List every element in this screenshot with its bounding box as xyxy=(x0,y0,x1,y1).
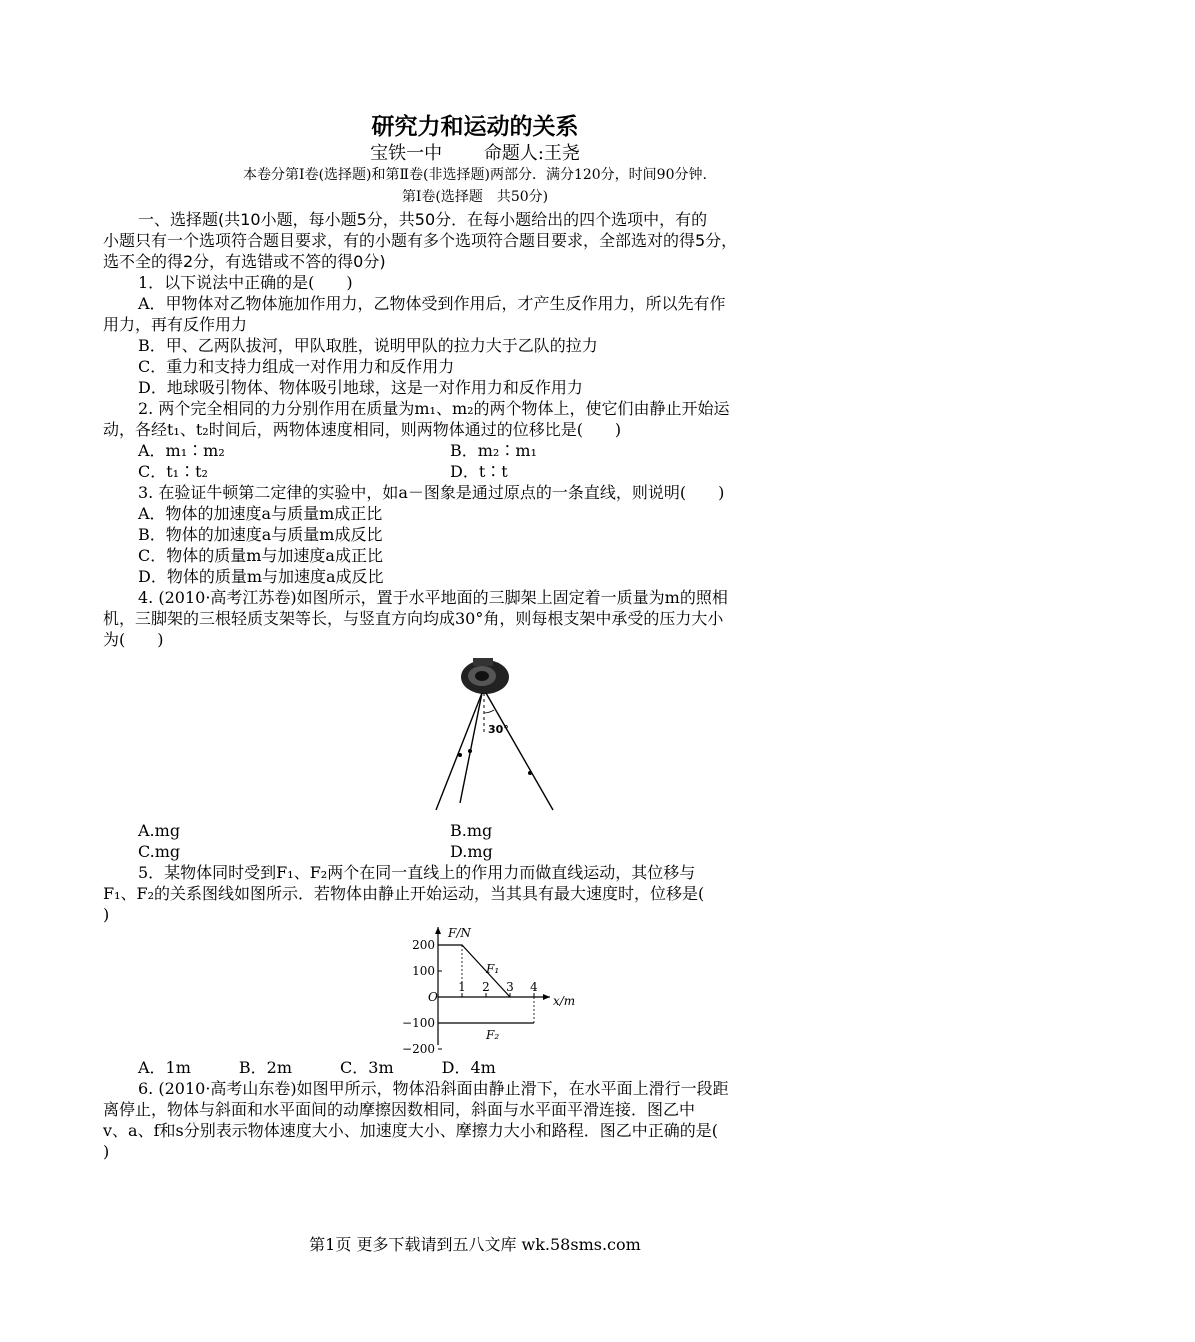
q5-stem-line1: 5．某物体同时受到F₁、F₂两个在同一直线上的作用力而做直线运动，其位移与 xyxy=(138,863,696,882)
section1-line2: 小题只有一个选项符合题目要求，有的小题有多个选项符合题目要求，全部选对的得5分， xyxy=(103,231,738,250)
q2-option-a: A．m₁∶m₂ xyxy=(138,441,225,460)
q3-option-b: B．物体的加速度a与质量m成反比 xyxy=(138,525,383,544)
force-displacement-chart xyxy=(402,925,576,1056)
q1-option-b: B．甲、乙两队拔河，甲队取胜，说明甲队的拉力大于乙队的拉力 xyxy=(138,336,598,355)
q6-stem-line2: 离停止，物体与斜面和水平面间的动摩擦因数相同，斜面与水平面平滑连接．图乙中 xyxy=(103,1100,696,1119)
q5-stem-line2: F₁、F₂的关系图线如图所示．若物体由静止开始运动，当其具有最大速度时，位移是( xyxy=(103,884,705,903)
series-line-1 xyxy=(438,945,510,997)
q4-option-c: C.mg xyxy=(138,842,181,861)
q3-option-d: D．物体的质量m与加速度a成反比 xyxy=(138,567,384,586)
q5-options: A．1m B．2m C．3m D．4m xyxy=(138,1058,496,1077)
x-axis-arrow xyxy=(543,994,550,1000)
page-footer: 第1页 更多下载请到五八文库 wk.58sms.com xyxy=(309,1235,641,1254)
q2-option-b: B．m₂∶m₁ xyxy=(450,441,537,460)
q3-option-a: A．物体的加速度a与质量m成正比 xyxy=(138,504,383,523)
q4-option-b: B.mg xyxy=(450,821,493,840)
q3-stem: 3. 在验证牛顿第二定律的实验中，如a－图象是通过原点的一条直线，则说明( ) xyxy=(138,483,725,502)
tripod-leg-middle xyxy=(460,693,482,803)
y-tick-label: 200 xyxy=(412,938,435,952)
section1-line3: 选不全的得2分，有选错或不答的得0分) xyxy=(103,252,386,271)
page-title: 研究力和运动的关系 xyxy=(371,114,579,140)
q4-stem-line2: 机，三脚架的三根轻质支架等长，与竖直方向均成30°角，则每根支架中承受的压力大小 xyxy=(103,609,724,628)
q1-option-a: A．甲物体对乙物体施加作用力，乙物体受到作用后，才产生反作用力，所以先有作 xyxy=(138,294,726,313)
x-tick-label: 4 xyxy=(530,980,538,994)
camera-icon xyxy=(461,658,509,694)
subtitle xyxy=(0,143,950,165)
q1-option-c: C．重力和支持力组成一对作用力和反作用力 xyxy=(138,357,455,376)
author-name: 命题人:王尧 xyxy=(483,143,580,164)
q2-option-d: D．t∶t xyxy=(450,462,508,481)
x-tick-label: 1 xyxy=(458,980,466,994)
x-tick-label: 3 xyxy=(506,980,514,994)
part1-title: 第Ⅰ卷(选择题 共50分) xyxy=(401,189,549,205)
tripod-camera-figure xyxy=(430,655,560,815)
y-tick-label: 100 xyxy=(412,964,435,978)
q1-stem: 1．以下说法中正确的是( ) xyxy=(138,273,353,292)
series-label-f2: F₂ xyxy=(486,1028,500,1042)
q1-option-a-cont: 用力，再有反作用力 xyxy=(103,315,248,334)
y-axis-label: F/N xyxy=(448,926,471,940)
angle-label: 30° xyxy=(488,723,509,736)
x-axis-label: x/m xyxy=(553,994,576,1008)
q6-stem-line1: 6. (2010·高考山东卷)如图甲所示，物体沿斜面由静止滑下，在水平面上滑行一段距 xyxy=(138,1079,729,1098)
q2-stem-line1: 2. 两个完全相同的力分别作用在质量为m₁、m₂的两个物体上，使它们由静止开始运 xyxy=(138,399,730,418)
q2-option-c: C．t₁∶t₂ xyxy=(138,462,208,481)
q4-stem-line1: 4. (2010·高考江苏卷)如图所示，置于水平地面的三脚架上固定着一质量为m的照相 xyxy=(138,588,728,607)
q1-option-d: D．地球吸引物体、物体吸引地球，这是一对作用力和反作用力 xyxy=(138,378,583,397)
q6-stem-line3: v、a、f和s分别表示物体速度大小、加速度大小、摩擦力大小和路程．图乙中正确的是( xyxy=(103,1121,718,1140)
intro-text: 本卷分第Ⅰ卷(选择题)和第Ⅱ卷(非选择题)两部分．满分120分，时间90分钟. xyxy=(243,167,707,183)
y-tick-label: −100 xyxy=(402,1016,435,1030)
q5-stem-line3: ) xyxy=(103,905,110,924)
q2-stem-line2: 动，各经t₁、t₂时间后，两物体速度相同，则两物体通过的位移比是( ) xyxy=(103,420,622,439)
q4-option-a: A.mg xyxy=(138,821,181,840)
school-name: 宝铁一中 xyxy=(370,143,443,164)
section1-line1: 一、选择题(共10小题，每小题5分，共50分．在每小题给出的四个选项中，有的 xyxy=(138,210,708,229)
x-tick-label: 2 xyxy=(482,980,490,994)
series-label-f1: F₁ xyxy=(486,962,500,976)
q4-option-d: D.mg xyxy=(450,842,493,861)
q4-stem-line3: 为( ) xyxy=(103,630,164,649)
y-tick-label: −200 xyxy=(402,1042,435,1056)
q6-stem-line4: ) xyxy=(103,1142,110,1161)
q3-option-c: C．物体的质量m与加速度a成正比 xyxy=(138,546,383,565)
origin-label: O xyxy=(428,990,438,1004)
tripod-leg-left xyxy=(436,693,482,810)
y-axis-arrow xyxy=(435,927,441,934)
tripod-leg-right xyxy=(486,693,553,810)
